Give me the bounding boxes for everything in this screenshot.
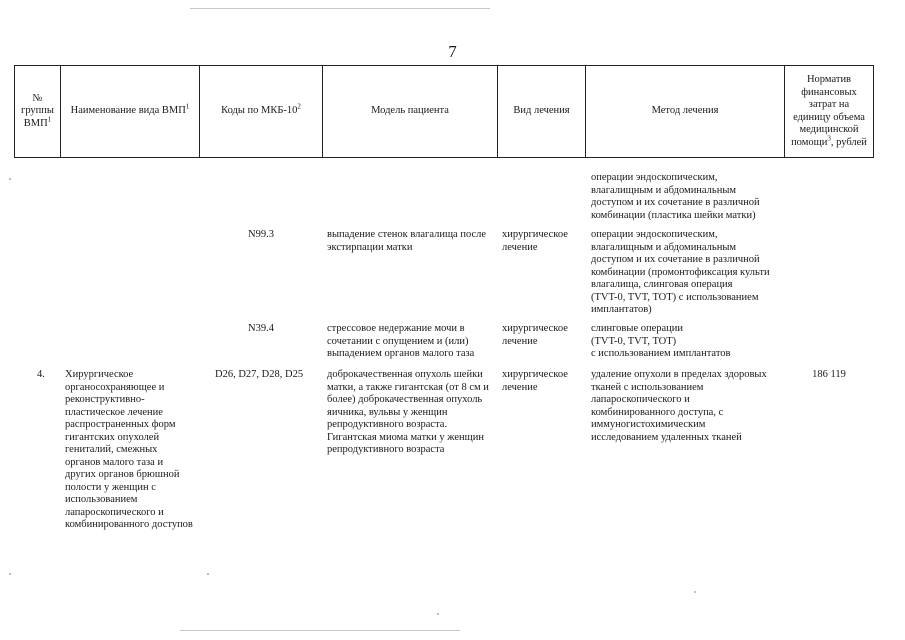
header-group-number: № группы ВМП$^1$ <box>21 92 54 129</box>
header-cost-norm: Норматив финансовых затрат на единицу объема медицинской помощи$^3$, рублей <box>791 74 867 148</box>
table-cell-vmp-name: Хирургическое органосохраняющее и реконструктивно- пластическое лечение распространенных форм гигантских опухолей гениталий, смежных органов малого таза и других органов брюшной полости у женщин с использованием лапароскопического и комбинированного доступов <box>65 369 193 530</box>
table-cell-cost: 186 119 <box>812 369 846 380</box>
header-vmp-name: Наименование вида ВМП$^1$ <box>70 102 190 117</box>
table-cell-method: операции эндоскопическим, влагалищным и абдоминальным доступом и их сочетание в различной комбинации (пластика шейки матки) <box>591 172 760 221</box>
scan-artifact-top <box>190 8 490 9</box>
header-treatment-type: Вид лечения <box>513 105 570 117</box>
scan-speck <box>207 573 209 575</box>
col-divider <box>873 65 874 158</box>
table-cell-type: хирургическое лечение <box>502 323 568 347</box>
table-cell-method: слинговые операции (TVT-0, TVT, TOT) с использованием имплантатов <box>591 323 731 359</box>
header-patient-model: Модель пациента <box>371 105 449 117</box>
table-cell-type: хирургическое лечение <box>502 369 568 393</box>
table-cell-type: хирургическое лечение <box>502 229 568 253</box>
page-number: 7 <box>448 42 457 61</box>
header-bottom-border <box>14 157 874 158</box>
table-cell-group-number: 4. <box>37 369 45 380</box>
table-cell-method: операции эндоскопическим, влагалищным и абдоминальным доступом и их сочетание в различной комбинации (промонтофиксация культи влагалища, слинговая операция (TVT-0, TVT, TOT) с использованием имплантатов) <box>591 229 770 315</box>
scan-speck <box>9 178 11 180</box>
table-cell-code: N99.3 <box>248 229 274 240</box>
scan-speck <box>694 591 696 593</box>
scan-speck <box>9 573 11 575</box>
table-cell-code: N39.4 <box>248 323 274 334</box>
scan-speck <box>437 613 439 615</box>
table-cell-model: стрессовое недержание мочи в сочетании с опущением и (или) выпадением органов малого таза <box>327 323 475 359</box>
table-cell-model: выпадение стенок влагалища после экстирпации матки <box>327 229 487 253</box>
table-cell-method: удаление опухоли в пределах здоровых тканей с использованием лапароскопического и комбинированного доступа, с иммуногистохимическим исследованием удаленных тканей <box>591 369 767 443</box>
scan-artifact-bottom <box>180 630 460 631</box>
table-cell-code: D26, D27, D28, D25 <box>215 369 304 380</box>
table-cell-model: доброкачественная опухоль шейки матки, а также гигантская (от 8 см и более) доброкачественная опухоль яичника, вульвы у женщин репродуктивного возраста. Гигантская миома матки у женщин репродуктивного возраста <box>327 369 489 455</box>
header-treatment-method: Метод лечения <box>651 105 719 117</box>
header-icd-codes: Коды по МКБ-$10^2$ <box>221 102 301 117</box>
